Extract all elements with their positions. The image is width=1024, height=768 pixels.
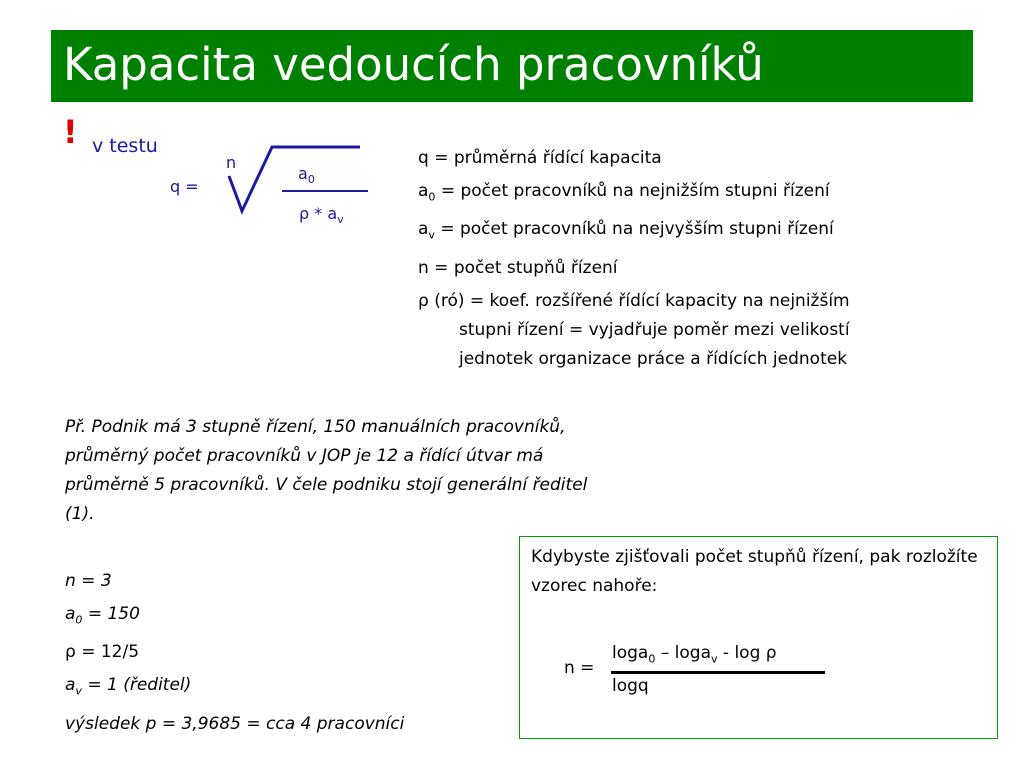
values-list: [65, 565, 404, 741]
definition-rho: [418, 287, 850, 374]
definition-a0: [418, 175, 850, 213]
note-formula-lhs: n =: [564, 658, 595, 678]
definition-a0-var: a: [418, 181, 429, 201]
exclamation-icon: !: [63, 113, 78, 151]
definition-rho-line3: jednotek organizace práce a řídících jednotek: [459, 348, 848, 369]
test-label: v testu: [92, 135, 158, 157]
definition-av-text: = počet pracovníků na nejvyšším stupni řízení: [434, 219, 834, 240]
denominator: [299, 204, 344, 226]
value-result: výsledek p = 3,9685 = cca 4 pracovníci: [65, 713, 405, 734]
example-line4: (1).: [65, 504, 95, 524]
denominator-sub: v: [337, 213, 344, 227]
note-denominator: logq: [612, 676, 649, 696]
definition-av: [418, 213, 850, 251]
formula-q-lhs: q =: [170, 177, 199, 196]
value-av-sub: v: [75, 684, 82, 698]
value-av-val: = 1 (ředitel): [81, 675, 192, 696]
definition-q: q = průměrná řídící kapacita: [418, 148, 662, 168]
value-av-var: a: [65, 675, 76, 696]
value-a0-val: = 150: [82, 604, 140, 624]
note-num-part1: loga: [612, 643, 649, 663]
definition-n: n = počet stupňů řízení: [418, 257, 618, 278]
fraction-line: [282, 190, 368, 192]
definition-a0-sub: 0: [428, 190, 436, 204]
note-box: [519, 536, 998, 739]
denominator-prefix: ρ * a: [299, 204, 338, 223]
numerator-var: a: [298, 164, 308, 183]
example-paragraph: [65, 413, 705, 529]
note-fraction-line: [611, 671, 825, 674]
numerator-sub: 0: [307, 173, 315, 187]
definitions-list: [418, 142, 850, 374]
title-bar: [51, 30, 973, 102]
definition-av-var: a: [418, 219, 429, 240]
root-index: n: [226, 153, 237, 172]
numerator: [298, 164, 315, 186]
note-num-sub1: 0: [648, 652, 656, 666]
example-line3: průměrně 5 pracovníků. V čele podniku stojí generální ředitel: [65, 475, 588, 495]
definition-rho-line2: stupni řízení = vyjadřuje poměr mezi velikostí: [459, 319, 850, 340]
note-num-part2: – loga: [655, 643, 711, 663]
definition-rho-line1: ρ (ró) = koef. rozšířené řídící kapacity na nejnižším: [418, 290, 850, 311]
value-av: [65, 669, 404, 707]
note-num-part3: - log ρ: [717, 643, 777, 663]
example-line2: průměrný počet pracovníků v JOP je 12 a řídící útvar má: [65, 446, 544, 466]
example-line1: Př. Podnik má 3 stupně řízení, 150 manuálních pracovníků,: [65, 417, 566, 437]
definition-av-sub: v: [428, 228, 435, 242]
value-a0: [65, 598, 404, 636]
note-numerator: [612, 643, 777, 665]
value-rho: ρ = 12/5: [65, 642, 140, 663]
value-a0-var: a: [65, 604, 76, 624]
value-n: n = 3: [65, 571, 112, 591]
note-text: Kdybyste zjišťovali počet stupňů řízení, pak rozložíte vzorec nahoře:: [531, 547, 978, 596]
definition-a0-text: = počet pracovníků na nejnižším stupni řízení: [435, 181, 830, 201]
note-num-sub2: v: [710, 652, 718, 666]
page-title: Kapacita vedoucích pracovníků: [63, 38, 764, 91]
value-a0-sub: 0: [75, 613, 83, 627]
